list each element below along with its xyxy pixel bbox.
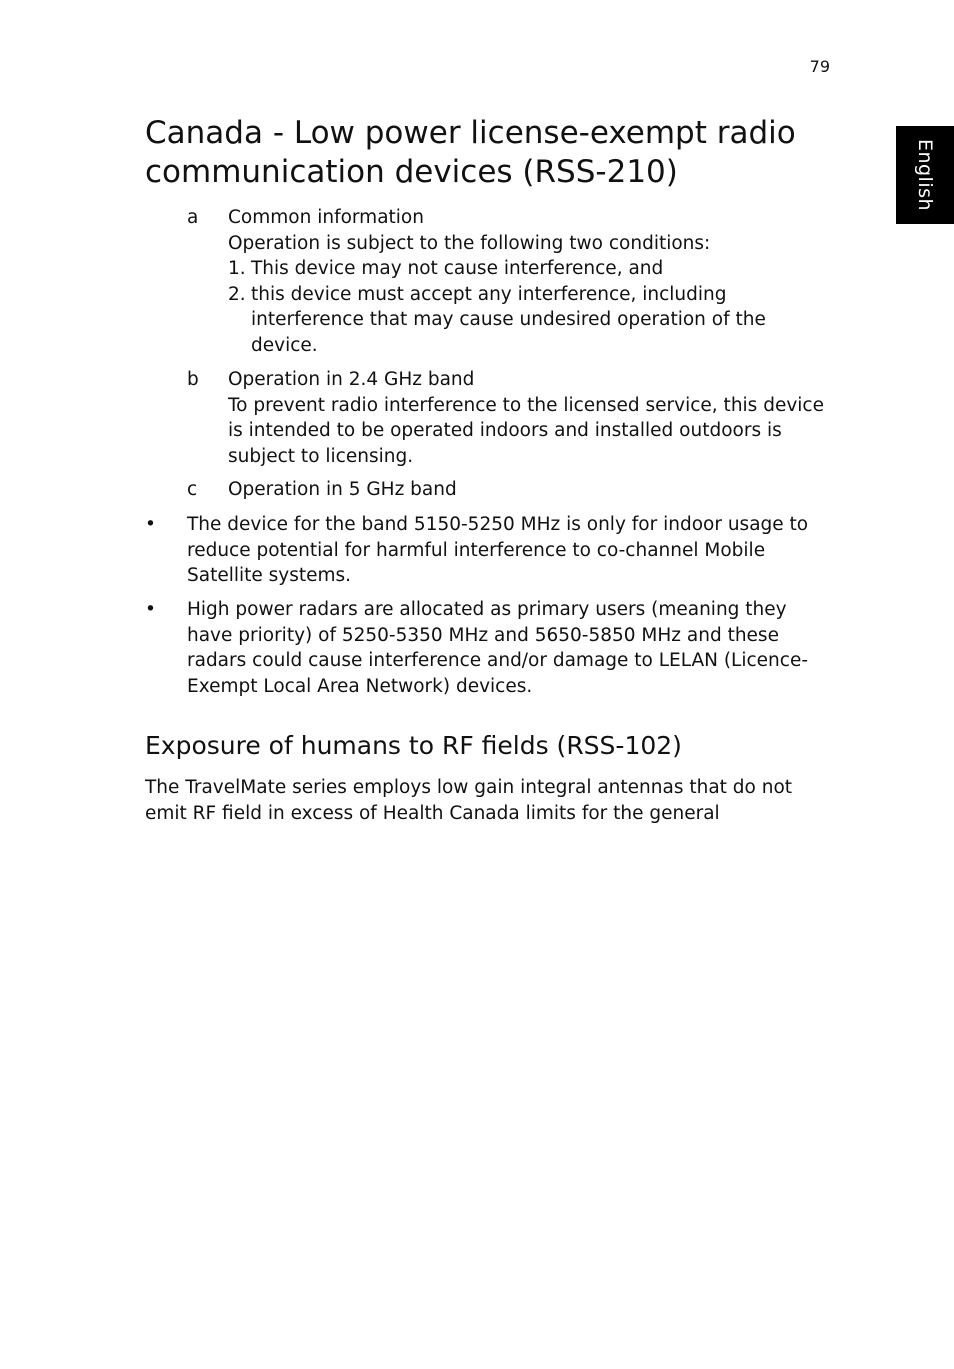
section-title: Canada - Low power license-exempt radio communication devices (RSS-210)	[145, 115, 796, 190]
list-item-number: 2.	[228, 283, 246, 305]
list-item-text: This device may not cause interference, and	[251, 258, 664, 279]
page-number: 79	[809, 57, 830, 76]
subitem-letter: c	[187, 479, 198, 500]
language-tab-label: English	[914, 138, 937, 212]
list-item-text: this device must accept any interference, including interference that may cause undesired operation of the device.	[251, 283, 766, 356]
subitem-heading: Operation in 5 GHz band	[228, 479, 457, 500]
bullet-text: The device for the band 5150-5250 MHz is only for indoor usage to reduce potential for harmful interference to co-channel Mobile Satellite systems.	[187, 514, 809, 586]
subitem-common-information	[187, 205, 827, 358]
list-item-number: 1.	[228, 258, 246, 279]
subitem-text: To prevent radio interference to the licensed service, this device is intended to be operated indoors and installed outdoors is subject to licensing.	[228, 394, 824, 467]
bullet-text: High power radars are allocated as primary users (meaning they have priority) of 5250-5350 MHz and 5650-5850 MHz and these radars could cause interference and/or damage to LELAN (Licence-Exempt Local Area Network) devices.	[187, 599, 809, 697]
subitem-intro: Operation is subject to the following two conditions:	[228, 232, 711, 254]
bullet-symbol: •	[145, 599, 156, 620]
subitem-heading: Common information	[228, 207, 424, 228]
list-item	[228, 256, 827, 282]
language-tab	[896, 126, 954, 224]
subsection-paragraph: The TravelMate series employs low gain integral antennas that do not emit RF field in excess of Health Canada limits for the general	[145, 777, 793, 824]
subitem-letter: b	[187, 369, 199, 390]
subitem-heading: Operation in 2.4 GHz band	[228, 369, 475, 390]
list-item	[228, 282, 827, 359]
conditions-list	[228, 256, 827, 358]
bullet-item	[145, 597, 830, 699]
subitem-5ghz	[187, 477, 827, 503]
bullet-item	[145, 512, 830, 589]
subitem-2-4ghz	[187, 367, 827, 469]
bullet-symbol: •	[145, 514, 156, 535]
subitem-letter: a	[187, 207, 199, 228]
subsection-title: Exposure of humans to RF fields (RSS-102)	[145, 731, 682, 760]
